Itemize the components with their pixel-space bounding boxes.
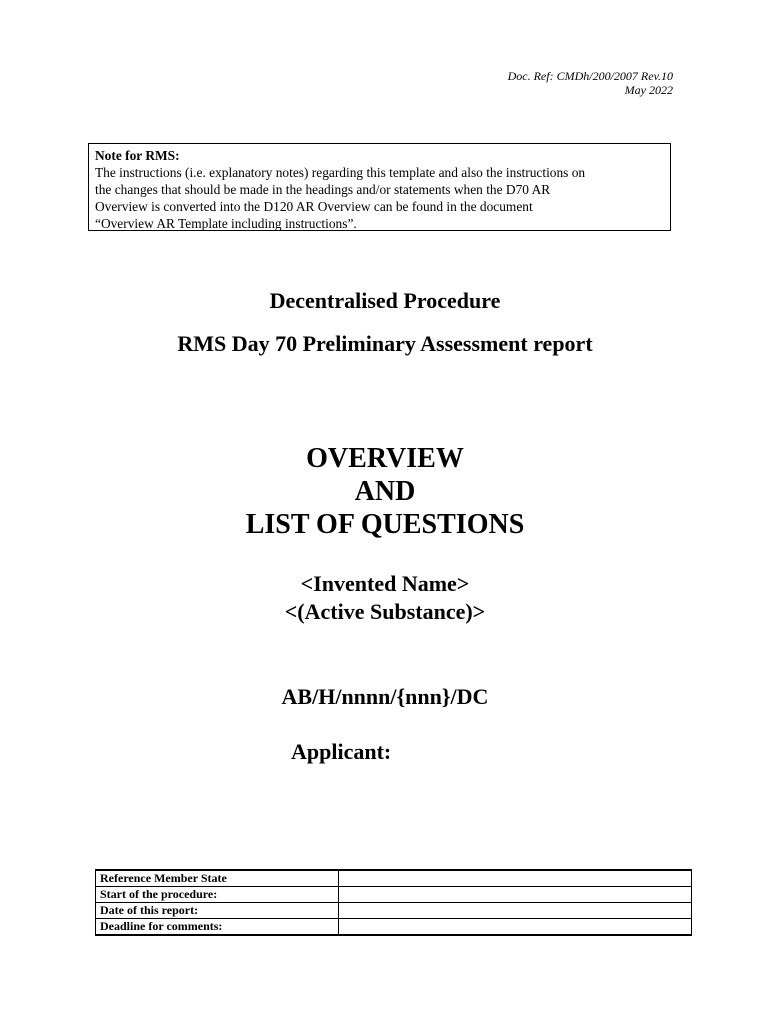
table-value-cell (339, 919, 692, 936)
note-for-rms-box (88, 143, 671, 231)
table-row (96, 870, 692, 887)
active-substance: <(Active Substance)> (284, 599, 486, 624)
main-title (0, 442, 770, 541)
note-text-line: the changes that should be made in the headings and/or statements when the D70 AR (95, 182, 551, 197)
applicant-label: Applicant: (291, 739, 392, 764)
procedure-type-heading: Decentralised Procedure (269, 288, 501, 313)
table-value-cell (339, 887, 692, 903)
invented-name: <Invented Name> (300, 571, 470, 596)
table-label-cell: Date of this report: (96, 903, 339, 919)
note-text-line: “Overview AR Template including instructions”. (95, 216, 357, 231)
note-title: Note for RMS: (95, 148, 180, 163)
doc-ref-number: Doc. Ref: CMDh/200/2007 Rev.10 (507, 69, 673, 83)
procedure-info-table (95, 869, 692, 936)
main-title-line: LIST OF QUESTIONS (245, 509, 525, 540)
report-title-heading: RMS Day 70 Preliminary Assessment report (177, 331, 593, 356)
table-row (96, 919, 692, 936)
note-text-line: Overview is converted into the D120 AR Overview can be found in the document (95, 199, 533, 214)
procedure-number: AB/H/nnnn/{nnn}/DC (281, 684, 489, 709)
table-label-cell: Deadline for comments: (96, 919, 339, 936)
doc-ref-date: May 2022 (624, 83, 673, 97)
table-row (96, 887, 692, 903)
table-label-cell: Start of the procedure: (96, 887, 339, 903)
table-label-cell: Reference Member State (96, 870, 339, 887)
note-text-line: The instructions (i.e. explanatory notes) regarding this template and also the instructions on (95, 165, 586, 180)
table-value-cell (339, 870, 692, 887)
main-title-line: AND (354, 476, 416, 507)
table-value-cell (339, 903, 692, 919)
document-reference (373, 69, 673, 97)
main-title-line: OVERVIEW (306, 443, 464, 474)
table-row (96, 903, 692, 919)
product-name-block (0, 570, 770, 626)
